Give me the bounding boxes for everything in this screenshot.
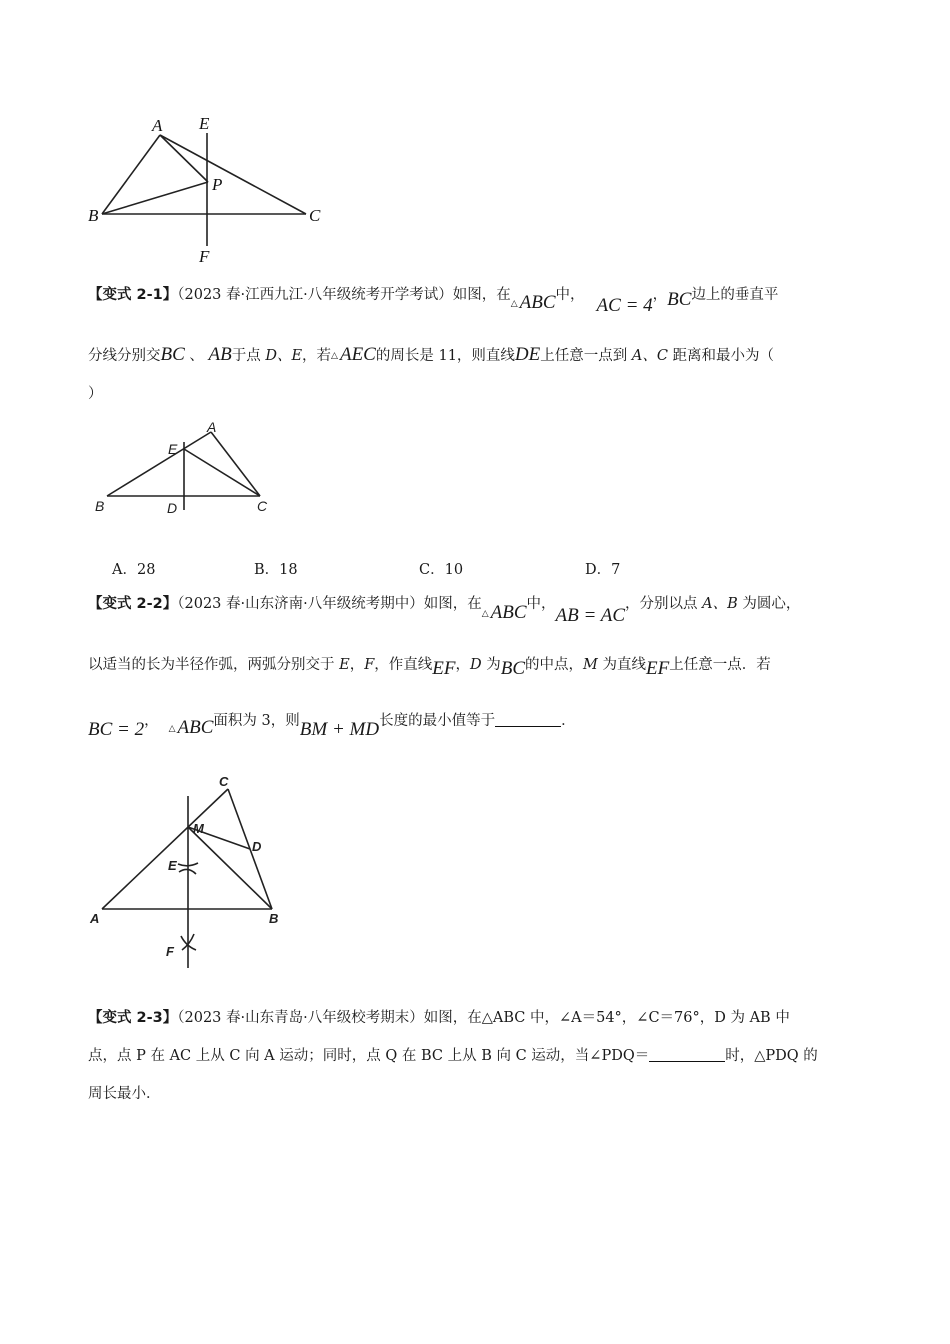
q22-text: 上任意一点．若 (669, 657, 771, 673)
label-e: E (168, 858, 177, 873)
option-letter: D． (585, 562, 612, 578)
q21-source: （2023 春·江西九江·八年级统考开学考试） (177, 287, 453, 303)
q21-text: 的周长是 11，则直线 (375, 348, 515, 364)
q23-tag: 【变式 2-3】 (88, 1010, 178, 1026)
q23-text: 点，点 P 在 AC 上从 C 向 A 运动；同时，点 Q 在 BC 上从 B 向 C 运动，当∠PDQ＝ (88, 1048, 650, 1064)
q23-line3 (88, 1084, 161, 1104)
q22-text: ， (349, 657, 365, 673)
q21-option-c[interactable] (419, 558, 463, 579)
label-c: C (257, 498, 268, 514)
q22-eq-ab-ac: AB = AC (555, 605, 626, 626)
q21-text: 分线分别交 (88, 348, 161, 364)
q22-points: A、B (702, 596, 738, 612)
segment-ac (211, 432, 260, 496)
segment-ab (102, 135, 160, 214)
q21-text: 边上的垂直平 (691, 287, 779, 303)
label-m: M (193, 821, 204, 836)
q21-text: ，若 (302, 348, 332, 364)
q21-triangle-aec: AEC (339, 344, 376, 365)
q22-answer-blank[interactable] (495, 712, 561, 727)
q23-line2 (88, 1046, 818, 1066)
q21-text: ， (652, 287, 668, 303)
q22-text: ，作直线 (374, 657, 433, 673)
q21-ab: AB (208, 344, 232, 365)
option-value: 7 (611, 562, 621, 578)
label-a: A (90, 911, 100, 926)
q23-text: 周长最小． (88, 1086, 161, 1102)
label-c: C (219, 774, 229, 789)
q22-expression: BM + MD (299, 719, 380, 740)
label-d: D (167, 500, 178, 516)
option-value: 10 (444, 562, 464, 578)
figure-q22 (82, 768, 292, 973)
label-f: F (166, 944, 174, 959)
q22-line1: 【变式 2-2】（2023 春·山东济南·八年级统考期中）如图，在△ ABC中，AB = AC，分别以点 A、B 为圆心， (88, 596, 801, 626)
q22-point-f: F (364, 657, 375, 673)
q21-option-d[interactable] (585, 558, 620, 579)
q22-line3: BC = 2， △ ABC面积为 3，则BM + MD长度的最小值等于 ． (88, 713, 576, 740)
label-p: P (212, 175, 223, 194)
q23-line1 (88, 1008, 790, 1028)
option-value: 18 (279, 562, 298, 578)
q21-tag: 【变式 2-1】 (88, 287, 178, 303)
q22-source: （2023 春·山东济南·八年级统考期中） (177, 596, 424, 612)
option-letter: C． (419, 562, 445, 578)
q21-option-b[interactable] (254, 558, 298, 579)
q22-text: 为 (481, 657, 501, 673)
option-letter: A． (112, 562, 137, 578)
segment-bp (102, 182, 208, 214)
label-a: A (207, 419, 217, 435)
q22-text: 面积为 3，则 (213, 713, 300, 729)
q22-point-m: M (583, 657, 598, 673)
q22-point-d: D (469, 657, 482, 673)
segment-ba (107, 432, 211, 496)
q21-text: 中， (555, 287, 585, 303)
q21-bc: BC (667, 289, 692, 310)
q21-bc: BC (160, 344, 185, 365)
label-e: E (168, 441, 178, 457)
q22-text: ，分别以点 (625, 596, 703, 612)
label-f: F (199, 247, 210, 266)
label-b: B (269, 911, 279, 926)
q22-eq-bc: BC = 2 (88, 719, 145, 740)
q22-text: 长度的最小值等于 (379, 713, 496, 729)
segment-ac (102, 789, 228, 909)
label-a: A (152, 116, 163, 135)
q21-line2: 分线分别交BC 、 AB于点 D、E，若△ AEC的周长是 11，则直线DE上任意一点到 A、C 距离和最小为（ (88, 344, 775, 365)
figure-q21 (85, 418, 285, 523)
q22-text: 以适当的长为半径作弧，两弧分别交于 (88, 657, 340, 673)
q22-triangle-abc: ABC (177, 717, 214, 738)
q22-text: 为圆心， (737, 596, 801, 612)
q21-line3 (88, 384, 103, 404)
q21-text: 如图，在 (452, 287, 511, 303)
q22-tag: 【变式 2-2】 (88, 596, 178, 612)
option-value: 28 (136, 562, 156, 578)
q22-text: 为直线 (597, 657, 646, 673)
q22-point-e: E (339, 657, 350, 673)
q21-text: 、 (184, 348, 209, 364)
segment-ac (160, 135, 306, 214)
label-b: B (95, 498, 105, 514)
q22-text: ， (144, 713, 159, 729)
q22-line2 (88, 654, 771, 679)
segment-ec (184, 449, 260, 496)
q22-text: 中， (526, 596, 556, 612)
q22-text: 的中点， (525, 657, 584, 673)
q23-answer-blank[interactable] (649, 1047, 725, 1062)
q21-points: A、C (631, 348, 668, 364)
q21-points: D、E (265, 348, 303, 364)
q23-text: 时，△PDQ 的 (725, 1048, 818, 1064)
q21-text: 于点 (231, 348, 266, 364)
q22-ef: EF (432, 658, 456, 679)
q21-option-a[interactable] (112, 558, 155, 579)
label-e: E (199, 114, 210, 133)
label-b: B (88, 206, 99, 225)
q23-text: （2023 春·山东青岛·八年级校考期末）如图，在△ABC 中，∠A＝54°，∠C＝76°，D 为 AB 中 (177, 1010, 790, 1026)
figure-triangle-abc-perpendicular (80, 108, 340, 268)
q21-text: 距离和最小为（ (667, 348, 775, 364)
q22-ef: EF (645, 658, 670, 679)
q22-bc: BC (500, 658, 526, 679)
q21-line1: 【变式 2-1】（2023 春·江西九江·八年级统考开学考试）如图，在△ ABC中， AC = 4，BC边上的垂直平 (88, 287, 779, 316)
label-d: D (252, 839, 262, 854)
q21-text: ） (88, 386, 103, 402)
q22-triangle-abc: ABC (490, 602, 527, 623)
q21-text: 上任意一点到 (540, 348, 632, 364)
label-c: C (309, 206, 321, 225)
q22-text: ， (455, 657, 470, 673)
q22-text: 如图，在 (423, 596, 482, 612)
q21-triangle-abc: ABC (519, 292, 556, 313)
option-letter: B． (254, 562, 280, 578)
segment-ap (160, 135, 208, 182)
q21-de: DE (514, 344, 541, 365)
q21-eq-ac: AC = 4 (596, 295, 653, 316)
q22-text: ． (561, 713, 576, 729)
